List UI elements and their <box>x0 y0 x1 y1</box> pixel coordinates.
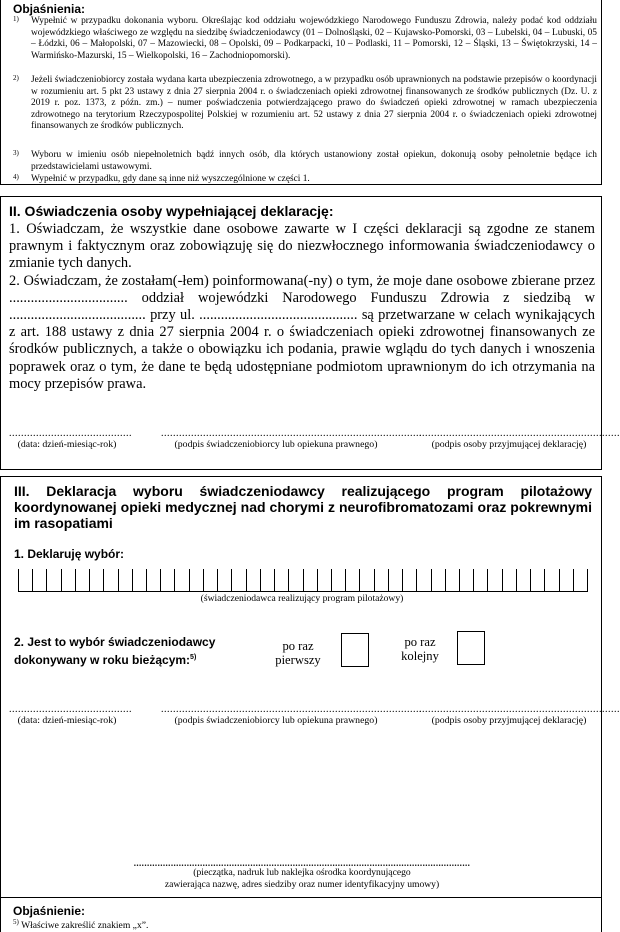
footnote-1: 1) Wypełnić w przypadku dokonania wyboru. Określając kod oddziału wojewódzkiego Narodowego Funduszu Zdrowia, należy podać kod oddziału wojewódzkiego właściwego ze względu na siedzibę świadczeniodawcy (01 – Dolnośląski, 02 – Kujawsko-Pomorski, 03 – Lubelski, 04 – Lubuski, 05 – Łódzki, 06 – Małopolski, 07 – Mazowiecki, 08 – Opolski, 09 – Podkarpacki, 10 – Podlaski, 11 – Pomorski, 12 – Śląski, 13 – Świętokrzyski, 14 – Warmińsko-Mazurski, 15 – Wielkopolski, 16 – Zachodniopomorski). <box>13 15 597 61</box>
choice-receiver-signature-label: (podpis osoby przyjmującej deklarację) <box>431 715 587 726</box>
declare-choice-label: 1. Deklaruję wybór: <box>14 547 125 561</box>
comb-cell-divider <box>288 569 289 591</box>
comb-cell-divider <box>132 569 133 591</box>
comb-cell-divider <box>32 569 33 591</box>
comb-cell-divider <box>146 569 147 591</box>
choice-date-label: (data: dzień-miesiąc-rok) <box>17 715 117 726</box>
footnote-3-text: Wyboru w imieniu osób niepełnoletnich bądź innych osób, dla których ustanowiony został opiekun, dokonują osoby pełnoletnie będące ich przedstawicielami ustawowymi. <box>31 150 597 172</box>
choice-receiver-signature-field[interactable]: ................................................................... (podpis osoby przyjmującej deklarację) <box>419 704 620 726</box>
choice-date-field[interactable]: ......................................... (data: dzień-miesiąc-rok) <box>9 704 132 726</box>
statements-section <box>0 196 620 470</box>
next-time-checkbox[interactable] <box>457 631 485 665</box>
footnote-3: 3) Wyboru w imieniu osób niepełnoletnich bądź innych osób, dla których ustanowiony został opiekun, dokonują osoby pełnoletnie będące ich przedstawicielami ustawowymi. <box>13 149 597 172</box>
comb-cell-divider <box>189 569 190 591</box>
provider-choice-section <box>0 476 620 898</box>
comb-cell-divider <box>374 569 375 591</box>
explanations-bottom-section <box>0 898 602 932</box>
statements-receiver-signature-field[interactable]: ................................................................... (podpis osoby przyjmującej deklarację) <box>419 428 620 450</box>
statements-date-field[interactable]: ......................................... (data: dzień-miesiąc-rok) <box>9 428 132 450</box>
comb-cell-divider <box>160 569 161 591</box>
first-time-label: po raz pierwszy <box>275 639 321 667</box>
footnote-2: 2) Jeżeli świadczeniobiorcy została wydana karta ubezpieczenia zdrowotnego, a w przypadku osób uprawnionych na podstawie przepisów o koordynacji w rozumieniu art. 5 pkt 23 ustawy z dnia 27 sierpnia 2004 r. o świadczeniach opieki zdrowotnej finansowanych ze środków publicznych (Dz. U. z 2019 r. poz. 1373, z późn. zm.) – numer poświadczenia potwierdzającego prawo do świadczeń opieki zdrowotnej w ramach ubezpieczenia zdrowotnego na terytorium Rzeczypospolitej Polskiej w rozumieniu art. 52 ustawy z dnia 27 sierpnia 2004 r. o świadczeniach opieki zdrowotnej finansowanych ze środków publicznych. <box>13 74 597 132</box>
statements-date-label: (data: dzień-miesiąc-rok) <box>17 439 117 450</box>
statements-title: II. Oświadczenia osoby wypełniającej deklarację: <box>9 203 334 219</box>
comb-cell-divider <box>260 569 261 591</box>
explanations-bottom-title: Objaśnienie: <box>13 904 86 918</box>
comb-cell-divider <box>587 569 588 591</box>
comb-cell-divider <box>402 569 403 591</box>
comb-cell-divider <box>459 569 460 591</box>
comb-cell-divider <box>118 569 119 591</box>
comb-cell-divider <box>75 569 76 591</box>
comb-cell-divider <box>431 569 432 591</box>
footnote-1-text: Wypełnić w przypadku dokonania wyboru. Określając kod oddziału wojewódzkiego Narodowego Funduszu Zdrowia, należy podać kod oddziału wojewódzkiego właściwego ze względu na siedzibę świadczeniodawcy (01 – Dolnośląski, 02 – Kujawsko-Pomorski, 03 – Lubelski, 04 – Lubuski, 05 – Łódzki, 06 – Małopolski, 07 – Mazowiecki, 08 – Opolski, 09 – Podkarpacki, 10 – Podlaski, 11 – Pomorski, 12 – Śląski, 13 – Świętokrzyski, 14 – Warmińsko-Mazurski, 15 – Wielkopolski, 16 – Zachodniopomorski). <box>31 16 597 61</box>
statement-1: 1. Oświadczam, że wszystkie dane osobowe zawarte w I części deklaracji są zgodne ze stanem prawnym i faktycznym oraz zobowiązuję się do niezwłocznego informowania świadczeniodawcy o zmianie tych danych. <box>9 221 595 272</box>
comb-cell-divider <box>516 569 517 591</box>
footnote-5: $^{5)}$ Właściwe zakreślić znakiem „x”. <box>13 918 149 932</box>
comb-cell-divider <box>416 569 417 591</box>
choice-patient-signature-label: (podpis świadczeniobiorcy lub opiekuna prawnego) <box>174 715 378 726</box>
statement-2: 2. Oświadczam, że zostałam(-łem) poinformowana(-ny) o tym, że moje dane osobowe zbierane przez ................................. oddział wojewódzki Narodowego Funduszu Zdrowia z siedzibą w ...................................... przy ul. ............................................ są przetwarzane w celach wynikających z art. 188 ustawy z dnia 27 sierpnia 2004 r. o świadczeniach opieki zdrowotnej finansowanych ze środków publicznych, a także o obowiązku ich podania, prawie wglądu do tych danych i wnoszenia poprawek oraz o tym, że dane te będą udostępniane podmiotom uprawnionym do ich otrzymania na mocy przepisów prawa. <box>9 272 595 392</box>
stamp-label-line-2: zawierająca nazwę, adres siedziby oraz numer identyfikacyjny umowy) <box>164 879 440 890</box>
comb-cell-divider <box>103 569 104 591</box>
comb-cell-divider <box>317 569 318 591</box>
comb-cell-divider <box>530 569 531 591</box>
coordinating-center-stamp-field[interactable]: ............................................................................................................................... (pieczątka, nadruk lub naklejka ośrodka koordynującego zawierająca nazwę, adres siedziby oraz numer identyfikacyjny umowy) <box>1 859 603 891</box>
footnote-4-text: Wypełnić w przypadku, gdy dane są inne niż wyszczególnione w części 1. <box>31 174 310 184</box>
comb-cell-divider <box>61 569 62 591</box>
comb-cell-divider <box>46 569 47 591</box>
provider-comb-field[interactable] <box>18 565 588 592</box>
comb-cell-divider <box>331 569 332 591</box>
comb-cell-divider <box>573 569 574 591</box>
first-time-checkbox[interactable] <box>341 633 369 667</box>
statements-body <box>9 221 595 393</box>
provider-choice-title: III. Deklaracja wyboru świadczeniodawcy realizującego program pilotażowy koordynowanej opieki medycznej nad chorymi z neurofibromatozami oraz pokrewnymi im rasopatiami <box>14 483 592 531</box>
choice-patient-signature-field[interactable]: ....................................................................................... (podpis świadczeniobiorcy lub opiekuna prawnego) <box>161 704 422 726</box>
explanations-top-title: Objaśnienia: <box>13 2 86 16</box>
comb-cell-divider <box>559 569 560 591</box>
comb-cell-divider <box>502 569 503 591</box>
statements-patient-signature-field[interactable]: ....................................................................................... (podpis świadczeniobiorcy lub opiekuna prawnego) <box>161 428 422 450</box>
stamp-label-line-1: (pieczątka, nadruk lub naklejka ośrodka koordynującego <box>193 867 411 878</box>
statements-patient-signature-label: (podpis świadczeniobiorcy lub opiekuna prawnego) <box>174 439 378 450</box>
statements-receiver-signature-label: (podpis osoby przyjmującej deklarację) <box>431 439 587 450</box>
comb-cell-divider <box>246 569 247 591</box>
footnote-2-text: Jeżeli świadczeniobiorcy została wydana karta ubezpieczenia zdrowotnego, a w przypadku osób uprawnionych na podstawie przepisów o koordynacji w rozumieniu art. 5 pkt 23 ustawy z dnia 27 sierpnia 2004 r. o świadczeniach opieki zdrowotnej finansowanych ze środków publicznych (Dz. U. z 2019 r. poz. 1373, z późn. zm.) – numer poświadczenia potwierdzającego prawo do świadczeń opieki zdrowotnej w ramach ubezpieczenia zdrowotnego na terytorium Rzeczypospolitej Polskiej w rozumieniu art. 52 ustawy z dnia 27 sierpnia 2004 r. o świadczeniach opieki zdrowotnej finansowanych ze środków publicznych. <box>31 75 597 132</box>
provider-comb-label: (świadczeniodawca realizujący program pilotażowy) <box>200 593 404 604</box>
comb-cell-divider <box>388 569 389 591</box>
comb-cell-divider <box>345 569 346 591</box>
explanations-top-section <box>0 0 602 185</box>
comb-cell-divider <box>203 569 204 591</box>
comb-cell-divider <box>89 569 90 591</box>
comb-cell-divider <box>544 569 545 591</box>
comb-cell-divider <box>274 569 275 591</box>
comb-cell-divider <box>18 569 19 591</box>
comb-cell-divider <box>303 569 304 591</box>
next-time-label: po raz kolejny <box>401 635 439 663</box>
comb-cell-divider <box>445 569 446 591</box>
comb-cell-divider <box>217 569 218 591</box>
comb-cell-divider <box>487 569 488 591</box>
comb-cell-divider <box>174 569 175 591</box>
comb-cell-divider <box>359 569 360 591</box>
comb-cell-divider <box>473 569 474 591</box>
comb-cell-divider <box>231 569 232 591</box>
footnote-4: 4) Wypełnić w przypadku, gdy dane są inne niż wyszczególnione w części 1. <box>13 174 597 186</box>
choice-year-question: 2. Jest to wybór świadczeniodawcy dokonywany w roku bieżącym:$^{5)}$ <box>14 635 216 667</box>
